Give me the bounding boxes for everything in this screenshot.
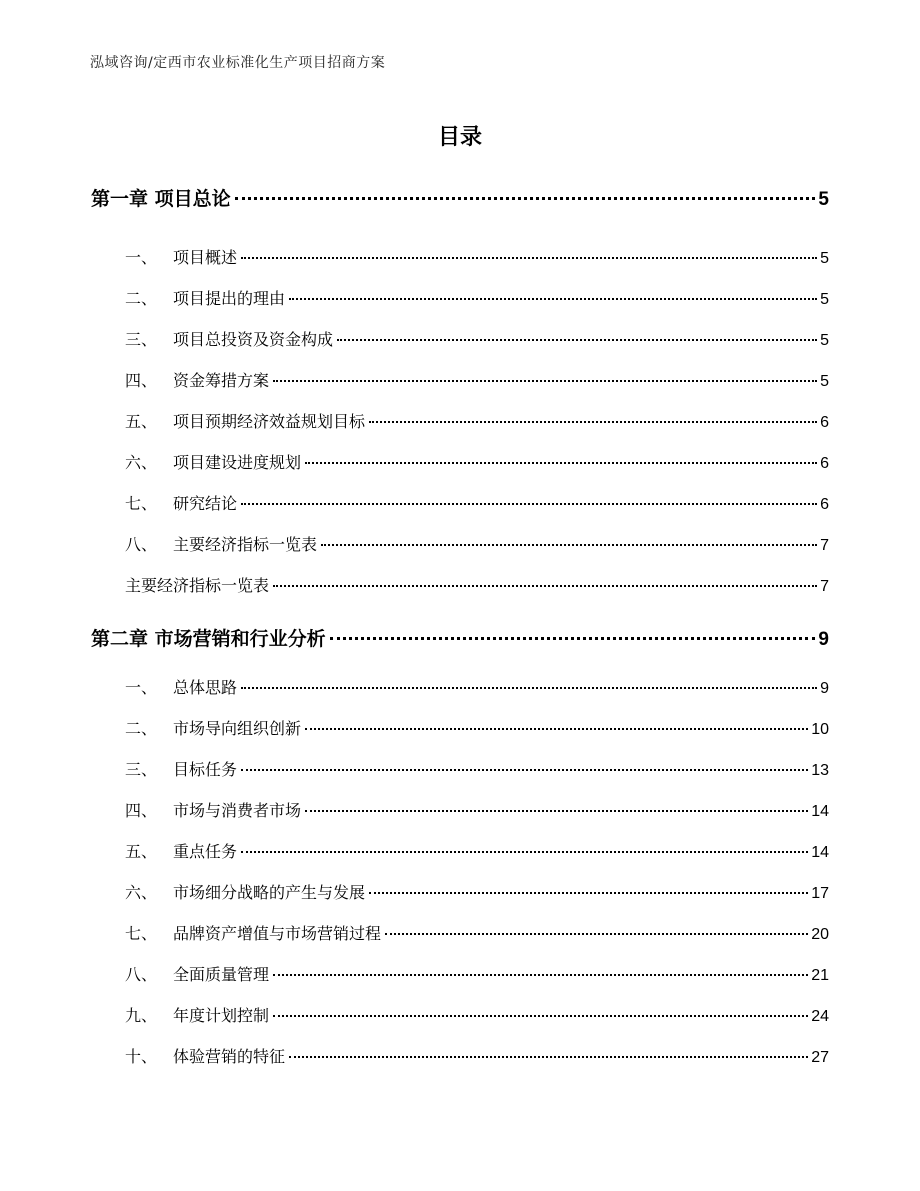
toc-entry-label — [125, 368, 269, 391]
toc-dot-leader — [241, 769, 808, 771]
toc-page-number: 14 — [811, 803, 829, 820]
toc-page-number: 6 — [820, 455, 829, 472]
toc-entry-title: 市场与消费者市场 — [173, 801, 302, 820]
toc-section-entry[interactable] — [125, 675, 829, 698]
toc-section-entry[interactable] — [125, 716, 829, 739]
toc-entry-number: 二、 — [125, 719, 158, 738]
toc-dot-leader — [330, 637, 816, 640]
toc-page-number: 17 — [811, 885, 829, 902]
toc-entry-number: 四、 — [125, 801, 158, 820]
toc-dot-leader — [241, 687, 817, 689]
toc-entry-label — [125, 798, 301, 821]
toc-entry-number: 三、 — [125, 330, 158, 349]
toc-entry-number: 六、 — [125, 453, 158, 472]
toc-dot-leader — [369, 421, 817, 423]
toc-chapter-entry[interactable] — [91, 184, 829, 211]
toc-page-number: 9 — [818, 629, 829, 650]
toc-entry-label — [125, 286, 285, 309]
toc-section-entry[interactable] — [125, 757, 829, 780]
toc-entry-label — [125, 757, 237, 780]
toc-entry-label — [125, 1003, 269, 1026]
toc-entry-title: 总体思路 — [173, 678, 238, 697]
toc-page-number: 5 — [820, 250, 829, 267]
toc-entry-title: 项目提出的理由 — [173, 289, 286, 308]
toc-dot-leader — [273, 585, 817, 587]
toc-dot-leader — [321, 544, 817, 546]
toc-entry-label — [125, 839, 237, 862]
toc-page-number: 27 — [811, 1049, 829, 1066]
toc-entry-title: 全面质量管理 — [173, 965, 270, 984]
toc-entry-number: 一、 — [125, 678, 158, 697]
toc-section-entry[interactable] — [125, 839, 829, 862]
toc-dot-leader — [337, 339, 817, 341]
toc-entry-number: 八、 — [125, 965, 158, 984]
toc-dot-leader — [241, 257, 817, 259]
toc-entry-title: 资金筹措方案 — [173, 371, 270, 390]
toc-dot-leader — [235, 197, 816, 200]
toc-dot-leader — [305, 462, 817, 464]
toc-entry-number: 十、 — [125, 1047, 158, 1066]
page-header: 泓域咨询/定西市农业标准化生产项目招商方案 — [90, 55, 386, 71]
toc-section-entry[interactable] — [125, 245, 829, 268]
toc-dot-leader — [273, 380, 817, 382]
toc-entry-title: 项目总投资及资金构成 — [173, 330, 334, 349]
toc-dot-leader — [273, 974, 808, 976]
toc-page-number: 9 — [820, 680, 829, 697]
toc-entry-title: 重点任务 — [173, 842, 238, 861]
toc-section-entry[interactable] — [125, 798, 829, 821]
toc-page-number: 7 — [820, 537, 829, 554]
toc-page-number: 21 — [811, 967, 829, 984]
toc-page-number: 7 — [820, 578, 829, 595]
toc-page-number: 6 — [820, 496, 829, 513]
toc-dot-leader — [305, 810, 808, 812]
toc-page-number: 5 — [820, 332, 829, 349]
toc-entry-number: 七、 — [125, 494, 158, 513]
toc-entry-label — [125, 491, 237, 514]
toc-entry-title: 主要经济指标一览表 — [173, 535, 318, 554]
toc-entry-label — [125, 962, 269, 985]
toc-entry-label — [91, 624, 326, 651]
toc-entry-label — [125, 532, 317, 555]
toc-entry-label — [125, 675, 237, 698]
toc-dot-leader — [241, 851, 808, 853]
toc-entry-title: 第一章 项目总论 — [91, 188, 231, 210]
toc-entry-title: 项目概述 — [173, 248, 238, 267]
toc-dot-leader — [273, 1015, 808, 1017]
toc-entry-label — [91, 184, 231, 211]
toc-page-number: 5 — [820, 291, 829, 308]
toc-entry-title: 研究结论 — [173, 494, 238, 513]
toc-page-number: 5 — [818, 189, 829, 210]
toc-entry-title: 主要经济指标一览表 — [125, 576, 270, 595]
toc-dot-leader — [385, 933, 808, 935]
toc-dot-leader — [289, 298, 817, 300]
toc-section-entry[interactable] — [125, 491, 829, 514]
toc-entry-title: 品牌资产增值与市场营销过程 — [173, 924, 382, 943]
toc-section-entry[interactable] — [125, 327, 829, 350]
toc-section-entry[interactable] — [125, 962, 829, 985]
toc-entry-number: 八、 — [125, 535, 158, 554]
toc-entry-title: 市场细分战略的产生与发展 — [173, 883, 366, 902]
toc-section-entry[interactable] — [125, 1044, 829, 1067]
toc-page-number: 5 — [820, 373, 829, 390]
toc-entry-number: 五、 — [125, 842, 158, 861]
toc-section-entry[interactable] — [125, 1003, 829, 1026]
toc-entry-number: 二、 — [125, 289, 158, 308]
toc-section-entry[interactable] — [125, 921, 829, 944]
toc-dot-leader — [289, 1056, 808, 1058]
toc-entry-label — [125, 327, 333, 350]
toc-dot-leader — [241, 503, 817, 505]
toc-section-entry[interactable] — [125, 286, 829, 309]
toc-page-number: 20 — [811, 926, 829, 943]
toc-page-number: 6 — [820, 414, 829, 431]
toc-section-entry[interactable] — [125, 573, 829, 596]
toc-entry-title: 第二章 市场营销和行业分析 — [91, 628, 326, 650]
toc-entry-title: 年度计划控制 — [173, 1006, 270, 1025]
toc-entry-label — [125, 245, 237, 268]
toc-section-entry[interactable] — [125, 532, 829, 555]
toc-entry-number: 三、 — [125, 760, 158, 779]
toc-entry-number: 七、 — [125, 924, 158, 943]
toc-title: 目录 — [437, 125, 482, 150]
toc-entry-number: 五、 — [125, 412, 158, 431]
toc-entry-number: 六、 — [125, 883, 158, 902]
toc-entry-label — [125, 1044, 285, 1067]
toc-entry-title: 市场导向组织创新 — [173, 719, 302, 738]
toc-entry-label — [125, 716, 301, 739]
toc-entry-label — [125, 450, 301, 473]
toc-entry-label — [125, 921, 381, 944]
toc-entry-number: 四、 — [125, 371, 158, 390]
toc-section-entry[interactable] — [125, 450, 829, 473]
toc-entry-number: 一、 — [125, 248, 158, 267]
toc-entry-title: 体验营销的特征 — [173, 1047, 286, 1066]
toc-entry-title: 项目建设进度规划 — [173, 453, 302, 472]
toc-section-entry[interactable] — [125, 409, 829, 432]
toc-entry-number: 九、 — [125, 1006, 158, 1025]
toc-page-number: 13 — [811, 762, 829, 779]
toc-dot-leader — [305, 728, 808, 730]
toc-page-number: 10 — [811, 721, 829, 738]
toc-entry-title: 项目预期经济效益规划目标 — [173, 412, 366, 431]
toc-section-entry[interactable] — [125, 880, 829, 903]
toc-chapter-entry[interactable] — [91, 624, 829, 651]
toc-page-number: 14 — [811, 844, 829, 861]
toc-entry-title: 目标任务 — [173, 760, 238, 779]
toc-dot-leader — [369, 892, 808, 894]
toc-entry-label — [125, 573, 269, 596]
toc-entry-label — [125, 409, 365, 432]
toc-entry-label — [125, 880, 365, 903]
toc-section-entry[interactable] — [125, 368, 829, 391]
toc-page-number: 24 — [811, 1008, 829, 1025]
